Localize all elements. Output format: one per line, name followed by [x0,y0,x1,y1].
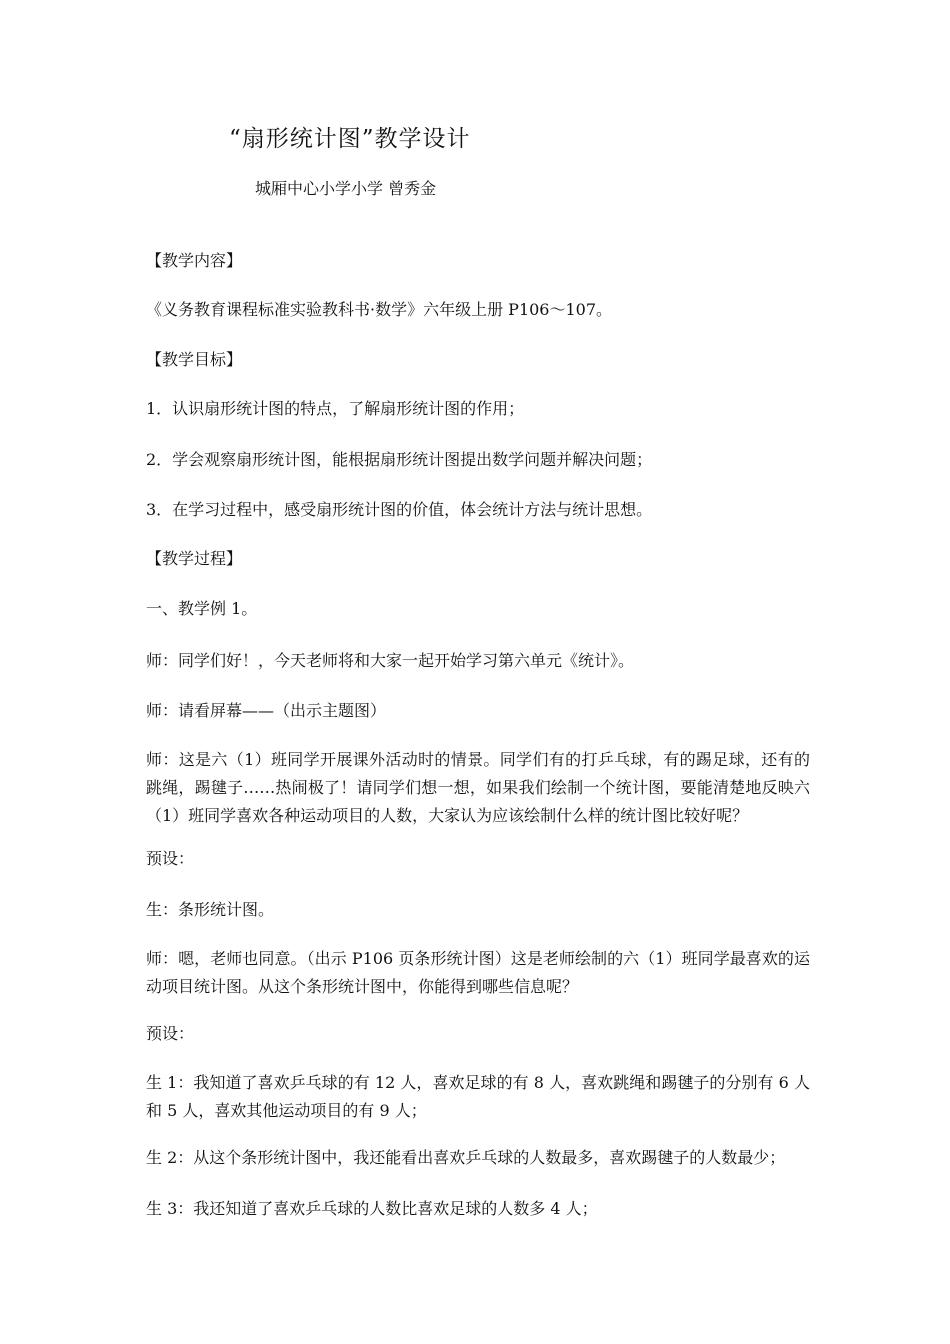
paragraph: 生 3：我还知道了喜欢乒乓球的人数比喜欢足球的人数多 4 人； [146,1199,598,1218]
section-heading-process: 【教学过程】 [146,549,243,568]
paragraph: 预设： [146,849,195,868]
goal-item: 2．学会观察扇形统计图，能根据扇形统计图提出数学问题并解决问题； [146,450,653,469]
goal-item: 1．认识扇形统计图的特点，了解扇形统计图的作用； [146,399,525,418]
paragraph: 师：嗯，老师也同意。（出示 P106 页条形统计图）这是老师绘制的六（1）班同学最喜欢的运动项目统计图。从这个条形统计图中，你能得到哪些信息呢？ [146,949,810,996]
paragraph: 师：同学们好！，今天老师将和大家一起开始学习第六单元《统计》。 [146,651,635,670]
section-heading-goals: 【教学目标】 [146,350,243,369]
paragraph: 生：条形统计图。 [146,900,275,919]
goal-item: 3．在学习过程中，感受扇形统计图的价值，体会统计方法与统计思想。 [146,500,653,519]
paragraph: 一、教学例 1。 [146,599,258,618]
paragraph: 生 1：我知道了喜欢乒乓球的有 12 人，喜欢足球的有 8 人，喜欢跳绳和踢毽子的分别有 6 人和 5 人，喜欢其他运动项目的有 9 人； [146,1073,810,1120]
paragraph: 《义务教育课程标准实验教科书·数学》六年级上册 P106～107。 [146,300,613,319]
paragraph: 师：请看屏幕——（出示主题图） [146,701,387,720]
section-heading-content: 【教学内容】 [146,251,243,270]
paragraph: 预设： [146,1024,195,1043]
paragraph: 师：这是六（1）班同学开展课外活动时的情景。同学们有的打乒乓球，有的踢足球，还有的跳绳，踢毽子……热闹极了！请同学们想一想，如果我们绘制一个统计图，要能清楚地反映六（1）班同学喜欢各种运动项目的人数，大家认为应该绘制什么样的统计图比较好呢？ [146,750,810,825]
document-title: “扇形统计图”教学设计 [229,126,471,152]
author-line: 城厢中心小学小学 曾秀金 [255,179,437,198]
paragraph: 生 2：从这个条形统计图中，我还能看出喜欢乒乓球的人数最多，喜欢踢毽子的人数最少； [146,1148,786,1167]
